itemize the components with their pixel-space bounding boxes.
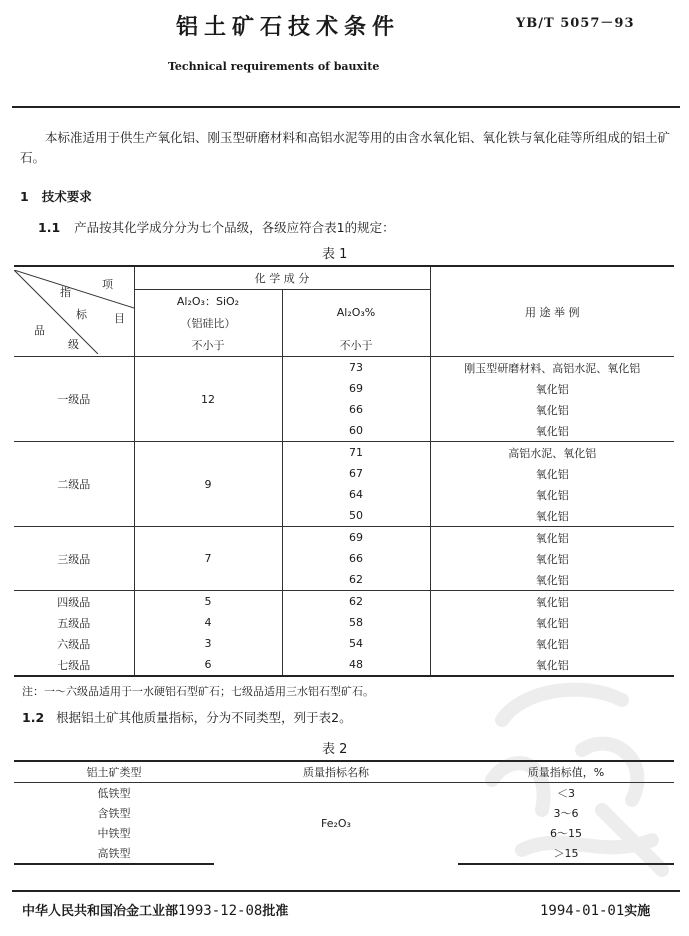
implementation-word: 实施 [624,904,651,919]
use-cell: 氧化铝 [430,484,674,505]
ratio-cell: 6 [134,654,282,676]
al-cell: 66 [282,399,430,420]
use-cell: 氧化铝 [430,378,674,399]
implementation-date: 1994-01-01 [540,903,625,919]
al-cell: 62 [282,591,430,613]
ratio-sub-header: （铝硅比） [134,312,282,334]
implementation-line [540,900,650,919]
grade-cell: 七级品 [14,654,134,676]
document-title-english: Technical requirements of bauxite [168,60,380,73]
value-cell: 3～6 [553,807,579,820]
al-cell: 50 [282,505,430,527]
value-header: 质量指标值，% [458,761,674,783]
use-cell: 氧化铝 [430,569,674,591]
ratio-header: Al₂O₃：SiO₂ [134,290,282,313]
al-cell: 69 [282,527,430,549]
use-cell: 高铝水泥、氧化铝 [430,442,674,464]
table-1-diagonal-header [14,266,134,357]
grade-cell: 四级品 [14,591,134,613]
name-header: 质量指标名称 [214,761,458,783]
ratio-min-header: 不小于 [134,334,282,357]
header-rule [12,106,680,108]
table-1 [14,265,674,677]
al-cell: 69 [282,378,430,399]
standard-number: YB/T 5057－93 [516,16,635,31]
table-2-caption: 表 2 [322,742,348,757]
use-cell: 氧化铝 [430,527,674,549]
value-cell: ＜3 [557,787,575,800]
diag-label-zhi: 指 [60,285,71,299]
al-cell: 54 [282,633,430,654]
approve-word: 批准 [262,904,289,919]
section-1-heading [20,187,92,205]
grade-cell: 一级品 [14,357,134,442]
use-cell: 氧化铝 [430,399,674,420]
ratio-cell: 12 [134,357,282,442]
section-1-2 [22,708,352,726]
intro-paragraph: 本标准适用于供生产氧化铝、刚玉型研磨材料和高铝水泥等用的由含水氧化铝、氧化铁与氧化硅等所组成的铝土矿石。 [20,130,671,165]
use-cell: 刚玉型研磨材料、高铝水泥、氧化铝 [430,357,674,379]
use-cell: 氧化铝 [430,463,674,484]
use-cell: 氧化铝 [430,505,674,527]
approval-line [22,900,288,919]
grade-cell: 二级品 [14,442,134,527]
section-1-number: 1 [20,189,29,204]
approve-date: 1993-12-08 [178,903,263,919]
section-1-1-text: 产品按其化学成分分为七个品级，各级应符合表1的规定： [74,220,395,235]
chem-header: 化 学 成 分 [134,266,430,290]
section-1-2-number: 1.2 [22,710,45,725]
document-title: 铝土矿石技术条件 [176,15,401,40]
use-cell: 氧化铝 [430,548,674,569]
diag-label-pin: 品 [34,323,45,337]
al-min-header: 不小于 [282,334,430,357]
use-cell: 氧化铝 [430,654,674,676]
use-header: 用 途 举 例 [430,266,674,357]
table-1-note: 注：一～六级品适用于一水硬铝石型矿石；七级品适用三水铝石型矿石。 [22,685,374,698]
al-cell: 66 [282,548,430,569]
grade-cell: 五级品 [57,616,91,630]
use-cell: 氧化铝 [430,591,674,613]
type-cell: 中铁型 [97,827,131,840]
ratio-cell: 9 [134,442,282,527]
type-cell: 含铁型 [97,807,131,820]
ratio-cell: 7 [134,527,282,591]
grade-cell: 六级品 [57,637,91,651]
approver: 中华人民共和国冶金工业部 [22,904,179,919]
al-cell: 48 [282,654,430,676]
diag-label-xiang: 项 [102,277,113,291]
watermark-seal [462,660,689,900]
ratio-cell: 5 [134,591,282,613]
use-cell: 氧化铝 [430,633,674,654]
value-cell: ＞15 [458,843,674,864]
type-header: 铝土矿类型 [14,761,214,783]
table-1-caption: 表 1 [322,247,348,262]
ratio-cell: 4 [134,612,282,633]
al-cell: 64 [282,484,430,505]
section-1-title: 技术要求 [41,189,92,204]
al-cell: 58 [282,612,430,633]
ratio-cell: 3 [134,633,282,654]
section-1-1 [38,218,395,236]
grade-cell: 三级品 [14,527,134,591]
use-cell: 氧化铝 [430,612,674,633]
diag-label-ji: 级 [68,337,79,351]
use-cell: 氧化铝 [430,420,674,442]
section-1-1-number: 1.1 [38,220,61,235]
al-cell: 73 [282,357,430,379]
diag-label-mu: 目 [114,311,125,325]
al-cell: 60 [282,420,430,442]
name-cell: Fe₂O₃ [321,817,351,830]
al-cell: 71 [282,442,430,464]
type-cell: 高铁型 [14,843,214,864]
al-header: Al₂O₃% [282,290,430,335]
al-cell: 62 [282,569,430,591]
value-cell: 6～15 [550,827,582,840]
diag-label-biao: 标 [76,307,87,321]
al-cell: 67 [282,463,430,484]
section-1-2-text: 根据铝土矿其他质量指标，分为不同类型，列于表2。 [56,710,352,725]
type-cell: 低铁型 [97,787,131,800]
